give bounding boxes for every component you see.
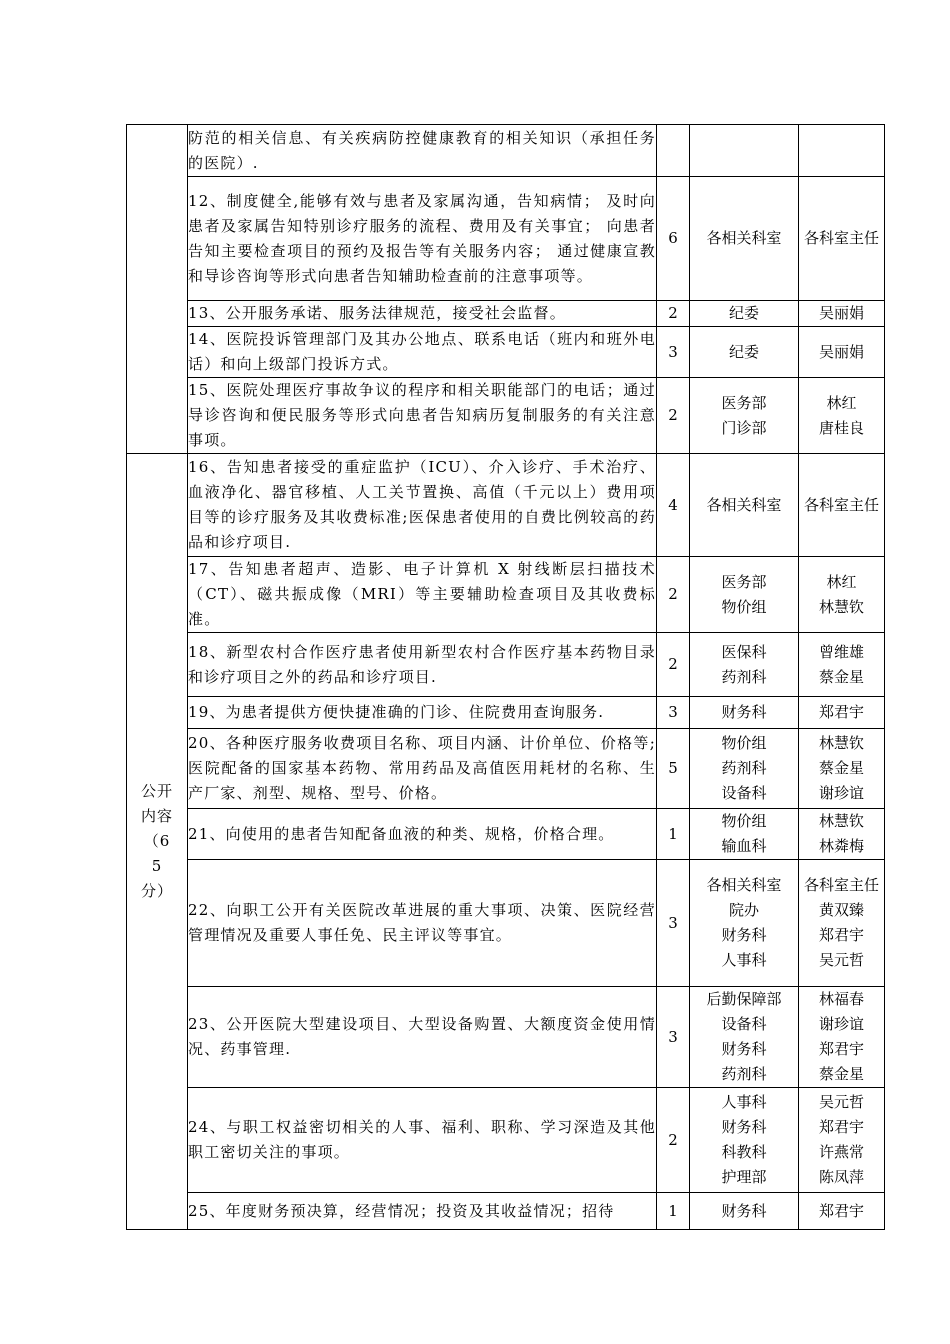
department-name: 医保科	[721, 642, 767, 661]
department-name: 门诊部	[721, 418, 767, 437]
department-name: 药剂科	[721, 667, 767, 686]
person-name: 林红	[826, 393, 857, 412]
responsible-persons	[799, 1193, 885, 1230]
item-content: 16、告知患者接受的重症监护（ICU）、介入诊疗、手术治疗、血液净化、器官移植、人工关节置换、高值（千元以上）费用项目等的诊疗服务及其收费标准;医保患者使用的自费比例较高的药品和诊疗项目.	[188, 454, 657, 557]
department-name: 人事科	[721, 1093, 767, 1111]
person-name: 林慧钦	[818, 734, 864, 752]
department-name: 物价组	[721, 597, 767, 616]
responsible-departments	[690, 633, 799, 697]
responsible-departments	[690, 378, 799, 454]
person-name: 蔡金星	[818, 667, 864, 686]
table-row	[127, 1088, 885, 1193]
person-name: 吴元哲	[818, 1093, 864, 1111]
table-row	[127, 729, 885, 809]
department-name: 设备科	[721, 1015, 767, 1033]
department-name: 院办	[728, 901, 759, 919]
department-name: 输血科	[721, 837, 767, 855]
responsible-persons	[799, 860, 885, 987]
department-name: 财务科	[721, 703, 767, 721]
item-score: 2	[657, 1088, 690, 1193]
item-content: 17、告知患者超声、造影、电子计算机 X 射线断层扫描技术（CT）、磁共振成像（MRI）等主要辅助检查项目及其收费标准。	[188, 557, 657, 633]
category-cell-empty	[127, 125, 188, 454]
item-score: 2	[657, 378, 690, 454]
category-label: 公开内容（65分）	[140, 782, 173, 900]
department-name: 财务科	[721, 926, 767, 944]
person-name: 林红	[826, 572, 857, 591]
responsible-persons	[799, 378, 885, 454]
person-name: 蔡金星	[818, 759, 864, 777]
item-content: 21、向使用的患者告知配备血液的种类、规格，价格合理。	[188, 809, 657, 860]
responsible-departments	[690, 557, 799, 633]
item-score: 1	[657, 809, 690, 860]
person-name: 曾维雄	[818, 642, 864, 661]
department-name: 药剂科	[721, 1065, 767, 1083]
person-name: 郑君宇	[818, 926, 864, 944]
department-name: 护理部	[721, 1168, 767, 1186]
person-name: 郑君宇	[818, 703, 864, 721]
department-name: 财务科	[721, 1040, 767, 1058]
item-content: 防范的相关信息、有关疾病防控健康教育的相关知识（承担任务的医院）.	[188, 125, 657, 177]
item-content: 23、公开医院大型建设项目、大型设备购置、大额度资金使用情况、药事管理.	[188, 987, 657, 1088]
item-score: 4	[657, 454, 690, 557]
table-row	[127, 125, 885, 177]
person-name: 黄双臻	[818, 901, 864, 919]
responsible-departments	[690, 125, 799, 177]
responsible-persons	[799, 729, 885, 809]
responsible-departments	[690, 301, 799, 327]
department-name: 医务部	[721, 393, 767, 412]
person-name: 吴丽娟	[818, 342, 864, 361]
person-name: 谢珍谊	[818, 784, 864, 802]
department-name: 物价组	[721, 812, 767, 830]
item-content: 15、医院处理医疗事故争议的程序和相关职能部门的电话；通过导诊咨询和便民服务等形式向患者告知病历复制服务的有关注意事项。	[188, 378, 657, 454]
assessment-table	[126, 124, 885, 1230]
responsible-departments	[690, 327, 799, 378]
table-row	[127, 860, 885, 987]
item-content: 18、新型农村合作医疗患者使用新型农村合作医疗基本药物目录和诊疗项目之外的药品和诊疗项目.	[188, 633, 657, 697]
table-row	[127, 557, 885, 633]
responsible-persons	[799, 809, 885, 860]
item-score: 1	[657, 1193, 690, 1230]
responsible-departments	[690, 860, 799, 987]
responsible-persons	[799, 633, 885, 697]
department-name: 各相关科室	[706, 495, 782, 514]
table-row	[127, 301, 885, 327]
responsible-departments	[690, 177, 799, 301]
item-content: 20、各种医疗服务收费项目名称、项目内涵、计价单位、价格等;医院配备的国家基本药物、常用药品及高值医用耗材的名称、生产厂家、剂型、规格、型号、价格。	[188, 729, 657, 809]
item-score: 6	[657, 177, 690, 301]
table-row	[127, 378, 885, 454]
person-name: 林慧钦	[818, 812, 864, 830]
responsible-departments	[690, 987, 799, 1088]
item-score: 2	[657, 301, 690, 327]
item-score: 2	[657, 557, 690, 633]
responsible-persons	[799, 177, 885, 301]
department-name: 后勤保障部	[706, 990, 782, 1008]
responsible-persons	[799, 557, 885, 633]
item-score: 3	[657, 327, 690, 378]
item-content: 25、年度财务预决算，经营情况；投资及其收益情况；招待	[188, 1193, 657, 1230]
responsible-persons	[799, 697, 885, 729]
department-name: 各相关科室	[706, 876, 782, 894]
responsible-persons	[799, 301, 885, 327]
responsible-persons	[799, 125, 885, 177]
item-content: 19、为患者提供方便快捷准确的门诊、住院费用查询服务.	[188, 697, 657, 729]
department-name: 设备科	[721, 784, 767, 802]
table-row	[127, 809, 885, 860]
table-row	[127, 987, 885, 1088]
person-name: 林慧钦	[818, 597, 864, 616]
item-score: 3	[657, 697, 690, 729]
responsible-persons	[799, 327, 885, 378]
department-name: 财务科	[721, 1201, 767, 1220]
responsible-departments	[690, 1088, 799, 1193]
responsible-persons	[799, 987, 885, 1088]
person-name: 林粦梅	[818, 837, 864, 855]
table-row	[127, 1193, 885, 1230]
table-row	[127, 177, 885, 301]
item-score: 2	[657, 633, 690, 697]
item-score: 5	[657, 729, 690, 809]
table-row	[127, 327, 885, 378]
responsible-departments	[690, 454, 799, 557]
department-name: 纪委	[728, 342, 759, 361]
department-name: 财务科	[721, 1118, 767, 1136]
person-name: 吴元哲	[818, 951, 864, 969]
person-name: 吴丽娟	[818, 304, 864, 322]
table-row	[127, 633, 885, 697]
item-score: 3	[657, 860, 690, 987]
person-name: 郑君宇	[818, 1118, 864, 1136]
item-content: 14、医院投诉管理部门及其办公地点、联系电话（班内和班外电话）和向上级部门投诉方式。	[188, 327, 657, 378]
item-score: 3	[657, 987, 690, 1088]
person-name: 蔡金星	[818, 1065, 864, 1083]
item-content: 13、公开服务承诺、服务法律规范，接受社会监督。	[188, 301, 657, 327]
item-score	[657, 125, 690, 177]
person-name: 各科室主任	[803, 876, 879, 894]
department-name: 医务部	[721, 572, 767, 591]
department-name: 药剂科	[721, 759, 767, 777]
department-name: 物价组	[721, 734, 767, 752]
category-cell	[127, 454, 188, 1230]
responsible-departments	[690, 1193, 799, 1230]
person-name: 郑君宇	[818, 1040, 864, 1058]
person-name: 唐桂良	[818, 418, 864, 437]
person-name: 谢珍谊	[818, 1015, 864, 1033]
item-content: 22、向职工公开有关医院改革进展的重大事项、决策、医院经营管理情况及重要人事任免、民主评议等事宜。	[188, 860, 657, 987]
department-name: 各相关科室	[706, 229, 782, 247]
department-name: 纪委	[728, 304, 759, 322]
person-name: 各科室主任	[803, 229, 879, 247]
table-row	[127, 454, 885, 557]
responsible-departments	[690, 697, 799, 729]
person-name: 各科室主任	[803, 495, 879, 514]
person-name: 郑君宇	[818, 1201, 864, 1220]
person-name: 许燕常	[818, 1143, 864, 1161]
department-name: 人事科	[721, 951, 767, 969]
responsible-persons	[799, 454, 885, 557]
assessment-table-body	[127, 125, 885, 1230]
person-name: 陈凤萍	[818, 1168, 864, 1186]
table-row	[127, 697, 885, 729]
person-name: 林福春	[818, 990, 864, 1008]
responsible-departments	[690, 729, 799, 809]
item-content: 24、与职工权益密切相关的人事、福利、职称、学习深造及其他职工密切关注的事项。	[188, 1088, 657, 1193]
department-name: 科教科	[721, 1143, 767, 1161]
responsible-persons	[799, 1088, 885, 1193]
item-content: 12、制度健全,能够有效与患者及家属沟通，告知病情； 及时向患者及家属告知特别诊疗服务的流程、费用及有关事宜； 向患者告知主要检查项目的预约及报告等有关服务内容； 通过健康宣教和导诊咨询等形式向患者告知辅助检查前的注意事项等。	[188, 177, 657, 301]
responsible-departments	[690, 809, 799, 860]
